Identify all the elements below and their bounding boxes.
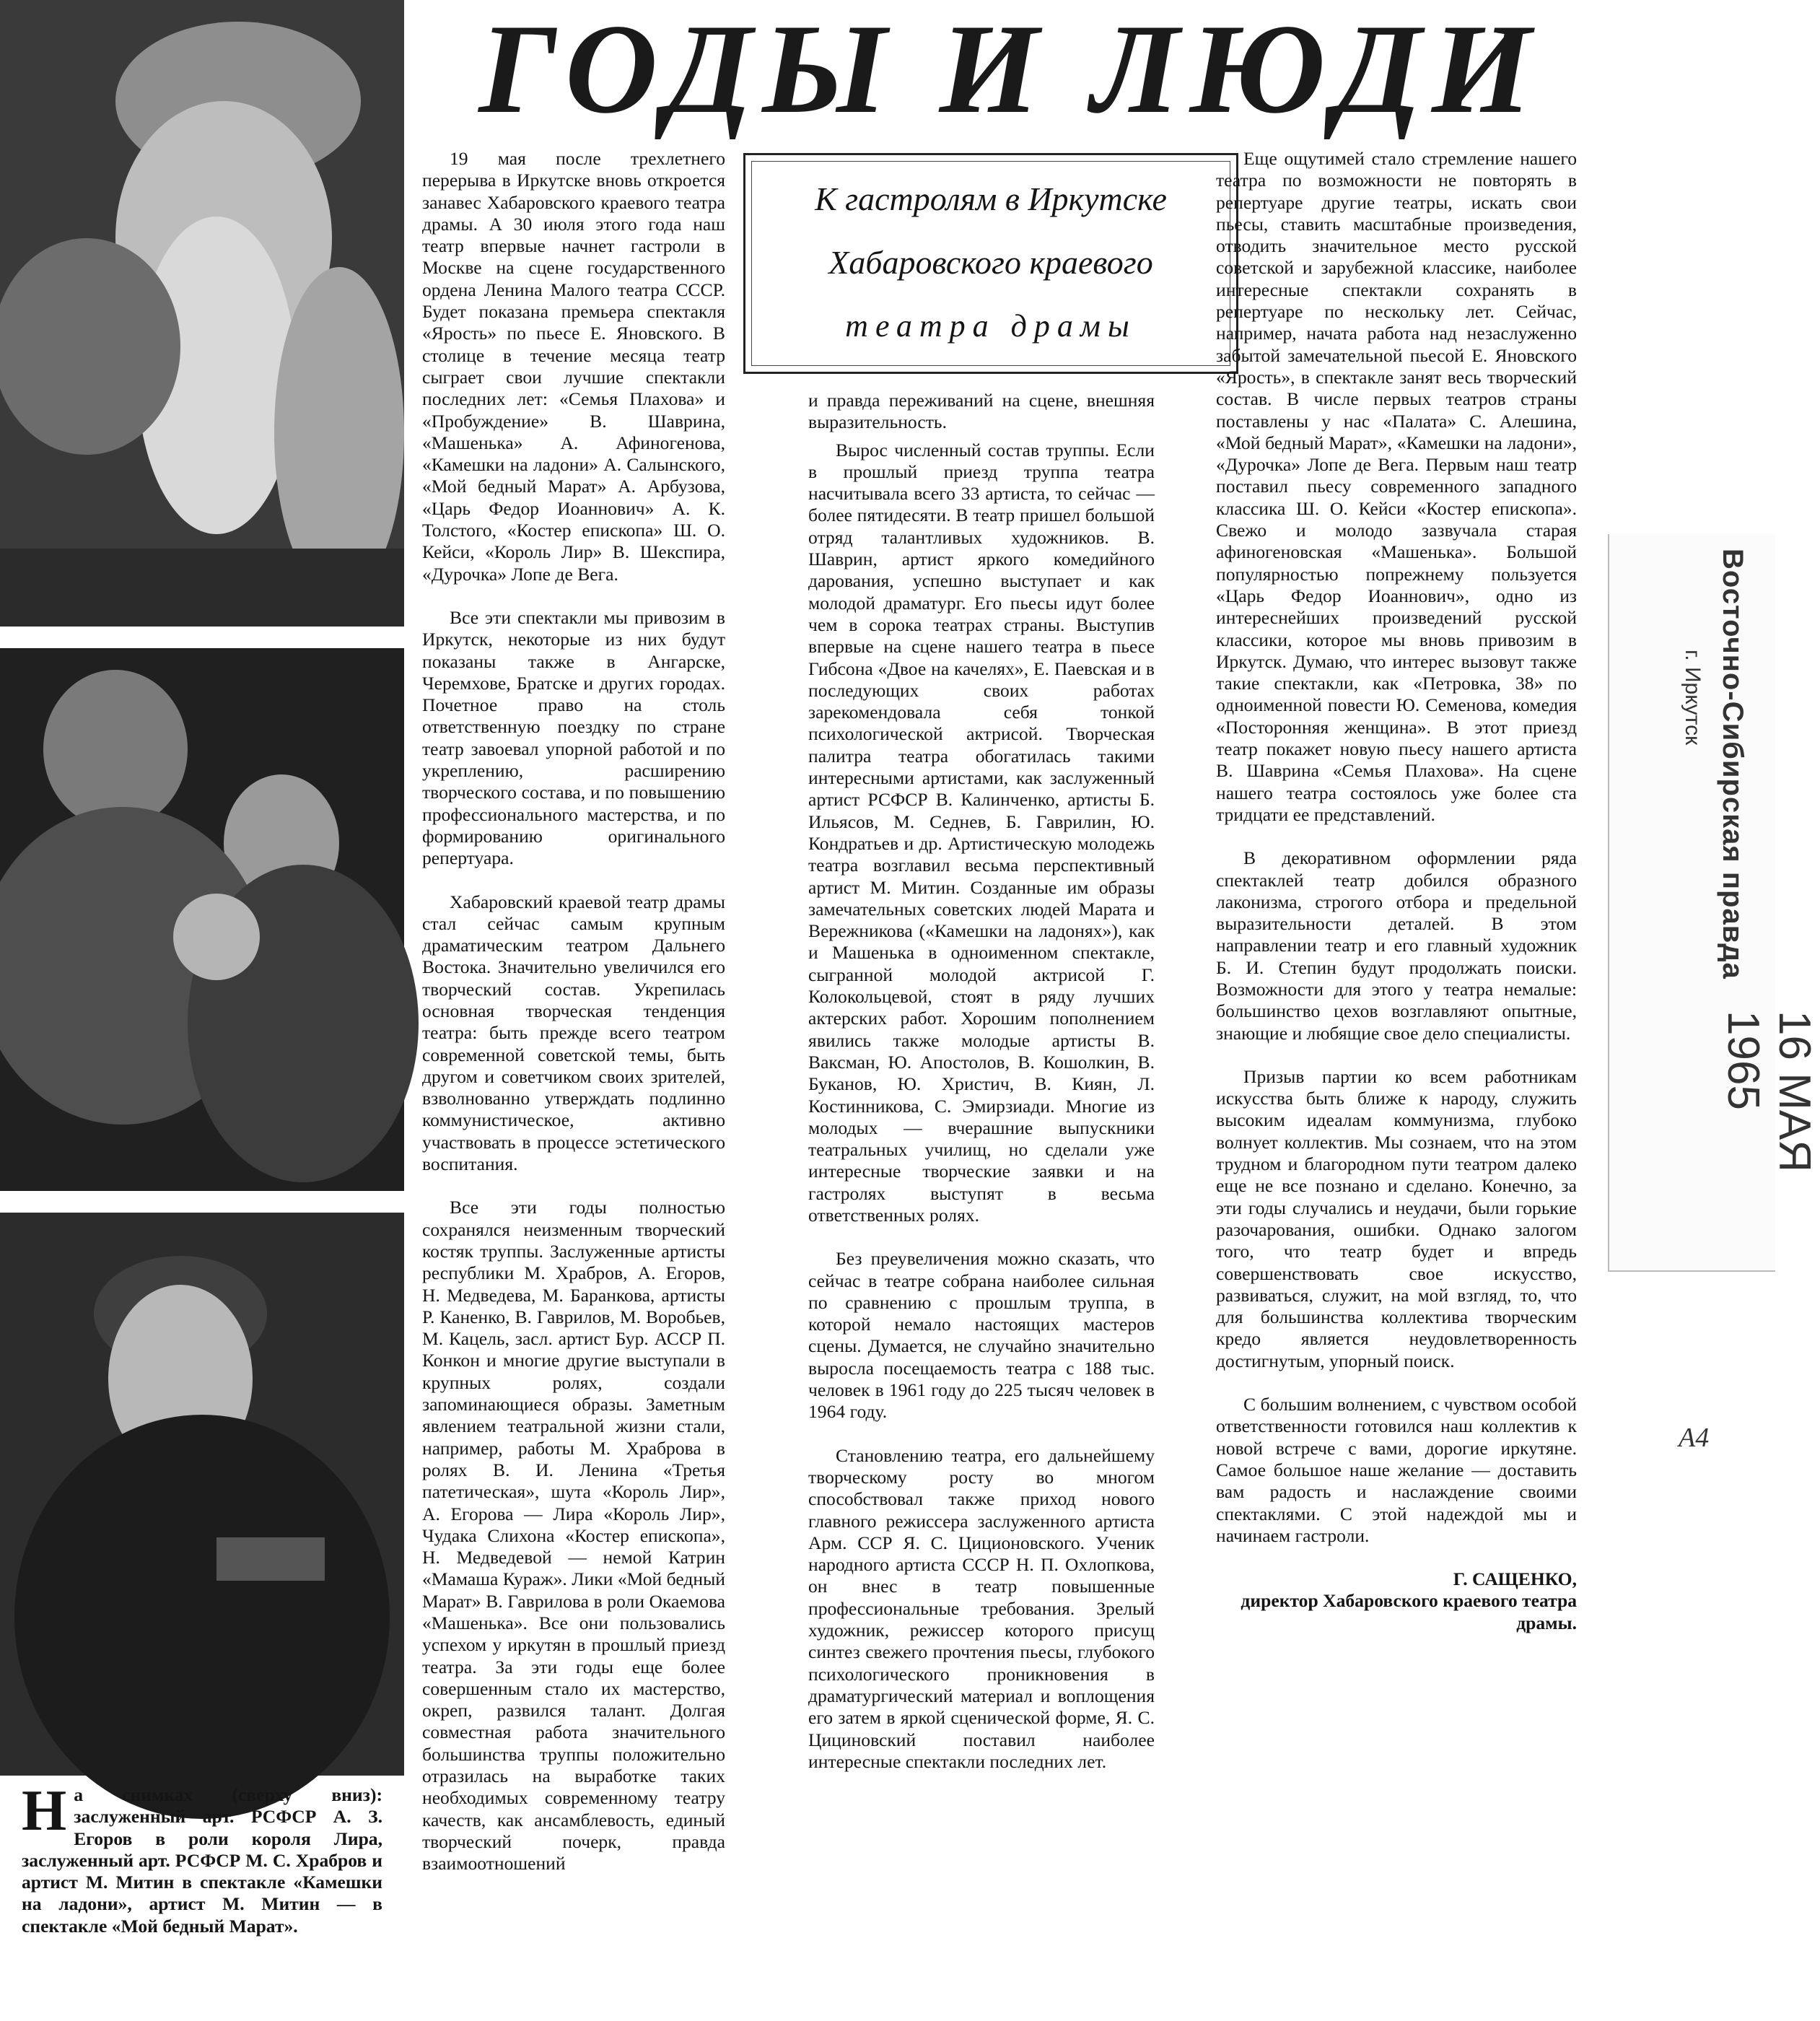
article-column-1 (422, 148, 725, 1875)
signature (1216, 1568, 1577, 1634)
caption-initial: Н (22, 1779, 67, 1843)
clipping-date: 16 МАЯ 1965 (1718, 1010, 1819, 1172)
subheadline-line-3: театра драмы (845, 308, 1137, 344)
subheadline-line-1: К гастролям в Иркутске (815, 180, 1167, 217)
paragraph: Хабаровский краевой театр драмы стал сейчас самым крупным драматическим театром Дальнего Востока. Значительно увеличился его творческий состав. Укрепилась основная творческая тенденция театра: быть прежде всего театром современной советской темы, быть другом и советчиком своих зрителей, взволнованно утверждать подлинно коммунистическое, активно участвовать в процессе эстетического воспитания. (422, 891, 725, 1175)
article-column-2 (808, 390, 1155, 1773)
paragraph: 19 мая после трехлетнего перерыва в Иркутске вновь откроется занавес Хабаровского краевого театра драмы. А 30 июля этого года наш театр впервые начнет гастроли в Москве на сцене государственного ордена Ленина Малого театра СССР. Будет показана премьера спектакля «Ярость» по пьесе Е. Яновского. В столице в течение месяца театр сыграет свои лучшие спектакли последних лет: «Семья Плахова» и «Пробуждение» В. Шаврина, «Машенька» А. Афиногенова, «Камешки на ладони» А. Салынского, «Мой бедный Марат» А. Арбузова, «Царь Федор Иоаннович» А. К. Толстого, «Костер епископа» Ш. О. Кейси, «Король Лир» В. Шекспира, «Дурочка» Лопе де Вега. (422, 148, 725, 585)
margin-note: А4 (1679, 1423, 1710, 1453)
caption-text: а снимках (сверху вниз): заслуженный арт. РСФСР А. З. Егоров в роли короля Лира, заслуженный арт. РСФСР М. С. Храбров и артист М. Митин в спектакле «Камешки на ладони», артист М. Митин — в спектакле «Мой бедный Марат». (22, 1784, 382, 1937)
headline: ГОДЫ И ЛЮДИ (478, 0, 1542, 140)
paragraph: В декоративном оформлении ряда спектаклей театр добился образного лаконизма, строгого отбора и предельной выразительности деталей. В этом направлении театр и его главный художник Б. И. Степин будут продолжать поиски. Возможности для этого у театра немалые: большинство цехов возглавляют опытные, знающие и любящие свое дело специалисты. (1216, 847, 1577, 1044)
paragraph: С большим волнением, с чувством особой ответственности готовился наш коллектив к новой встрече с вами, дорогие иркутяне. Самое большое наше желание — доставить вам радость и наслаждение своими спектаклями. С этой надеждой мы и начинаем гастроли. (1216, 1394, 1577, 1546)
photo-king-lear (0, 0, 404, 627)
article-column-3 (1216, 148, 1577, 1634)
paragraph: Без преувеличения можно сказать, что сейчас в театре собрана наиболее сильная по сравнению с прошлым труппа, в которой немало настоящих мастеров сцены. Думается, не случайно значительно выросла посещаемость театра с 188 тыс. человек в 1961 году до 225 тысяч человек в 1964 году. (808, 1248, 1155, 1423)
clipping-label (1608, 534, 1819, 1272)
paragraph: Все эти годы полностью сохранялся неизменным творческий костяк труппы. Заслуженные артисты республики М. Храбров, А. Егоров, Н. Медведева, М. Баранкова, артисты Р. Каненко, В. Гаврилов, М. Воробьев, М. Кацель, засл. артист Бур. АССР П. Конкон и многие другие выступали в крупных ролях, создали запоминающиеся образы. Заметным явлением театральной жизни стали, например, работы М. Храброва в ролях В. И. Ленина «Третья патетическая», шута «Король Лир», А. Егорова — Лира «Король Лир», Чудака Слихона «Костер епископа», Н. Медведевой — немой Катрин «Мамаша Кураж». Лики «Мой бедный Марат» В. Гаврилова в роли Окаемова «Машенька». Все они пользовались успехом у иркутян в прошлый приезд театра. За эти годы еще более совершенным стало их мастерство, окреп, развился талант. Долгая совместная работа значительного большинства труппы положительно отразилась на выработке таких необходимых современному театру качеств, как ансамблевость, единый творческий почерк, правда взаимоотношений (422, 1197, 725, 1874)
newspaper-name: Восточно-Сибирская правда (1717, 549, 1749, 979)
paragraph: Еще ощутимей стало стремление нашего театра по возможности не повторять в репертуаре другие театры, искать свои пьесы, ставить масштабные произведения, отводить значительное место русской советской и зарубежной классике, наиболее интересные спектакли сохранять в репертуаре по нескольку лет. Сейчас, например, начата работа над незаслуженно забытой замечательной пьесой Е. Яновского «Ярость», в спектакле занят весь творческий состав. В числе первых театров страны поставлены у нас «Палата» С. Алешина, «Мой бедный Марат», «Камешки на ладони», «Дурочка» Лопе де Вега. Первым наш театр поставил пьесу современного западного классика Ш. О. Кейси «Костер епископа». Свежо и молодо зазвучала старая афиногеновская «Машенька». Большой популярностью попрежнему пользуется «Царь Федор Иоаннович», одно из интереснейших произведений русской классики, которое мы вновь привозим в Иркутск. Думаю, что интерес вызовут также такие спектакли, как «Петровка, 38» по одноименной повести Ю. Семенова, комедия «Посторонняя женщина». В этот приезд театр покажет новую пьесу нашего артиста В. Шаврина «Семья Плахова». На сцене нашего театра состоялось уже более ста тридцати ее представлений. (1216, 148, 1577, 825)
newspaper-city: г. Иркутск (1681, 650, 1705, 746)
signature-name: Г. САЩЕНКО, (1453, 1568, 1577, 1590)
paragraph: Вырос численный состав труппы. Если в прошлый приезд труппа театра насчитывала всего 33 артиста, то сейчас — более пятидесяти. В театр пришел большой отряд талантливых художников. В. Шаврин, артист яркого комедийного дарования, успешно выступает и как молодой драматург. Его пьесы идут более чем в сорока театрах страны. Выступив впервые на сцене нашего театра в пьесе Гибсона «Двое на качелях», Е. Паевская и в последующих своих работах зарекомендовала себя тонкой психологической актрисой. Творческая палитра театра обогатилась такими интересными артистами, как заслуженный артист РСФСР В. Калинченко, артисты Б. Ильясов, М. Седнев, Б. Гаврилин, Ю. Кондратьев и др. Артистическую молодежь театра возглавил весьма перспективный артист М. Митин. Созданные им образы замечательных советских людей Марата и Вережникова («Камешки на ладонях»), как и Машенька в одноименном спектакле, сыгранной молодой актрисой Г. Колокольцевой, стоят в ряду лучших актерских работ. Хорошим пополнением явились также молодые артисты В. Ваксман, Ю. Апостолов, В. Кошолкин, В. Буканов, Ю. Христич, В. Киян, Л. Костинникова, С. Эмирзиади. Многие из молодых — вчерашние выпускники театральных училищ, но сделали уже интересные творческие заявки и на гастролях выступят в весьма ответственных ролях. (808, 439, 1155, 1226)
photo-two-actors (0, 648, 404, 1191)
paragraph: Призыв партии ко всем работникам искусства быть ближе к народу, служить высоким идеалам коммунизма, глубоко волнует коллектив. Мы сознаем, что на этом трудном и благородном пути театром далеко еще не все познано и сделано. Конечно, за эти годы случались и неудачи, были горькие разочарования, ошибки. Однако залогом того, что театр будет и впредь совершенствовать свое искусство, развиваться, служит, на мой взгляд, то, что для большинства коллектива творческим кредо является неудовлетворенность достигнутым, упорный поиск. (1216, 1065, 1577, 1371)
subheadline-box (743, 153, 1238, 374)
paragraph: Все эти спектакли мы привозим в Иркутск, некоторые из них будут показаны также в Ангарске, Черемхове, Братске и других городах. Почетное право на столь ответственную поездку по стране театр завоевал упорной работой и по укреплению, расширению творческого состава, и по повышению профессионального мастерства, и по формированию оригинального репертуара. (422, 606, 725, 869)
subheadline-line-2: Хабаровского краевого (828, 244, 1153, 281)
signature-title: директор Хабаровского краевого театра драмы. (1241, 1590, 1577, 1633)
photo-actor-portrait (0, 1213, 404, 1776)
paragraph: и правда переживаний на сцене, внешняя выразительность. (808, 390, 1155, 433)
paragraph: Становлению театра, его дальнейшему творческому росту во многом способствовал также приход нового главного режиссера заслуженного артиста Арм. ССР Я. С. Циционовского. Ученик народного артиста СССР Н. П. Охлопкова, он внес в театр повышенные профессиональные требования. Зрелый художник, режиссер которого присущ синтез свежего прочтения пьесы, глубокого психологического проникновения в драматургический материал и воплощения его затем в яркой сценической форме, Я. С. Цициновский поставил наиболее интересные спектакли последних лет. (808, 1444, 1155, 1772)
photo-caption (22, 1779, 382, 1937)
